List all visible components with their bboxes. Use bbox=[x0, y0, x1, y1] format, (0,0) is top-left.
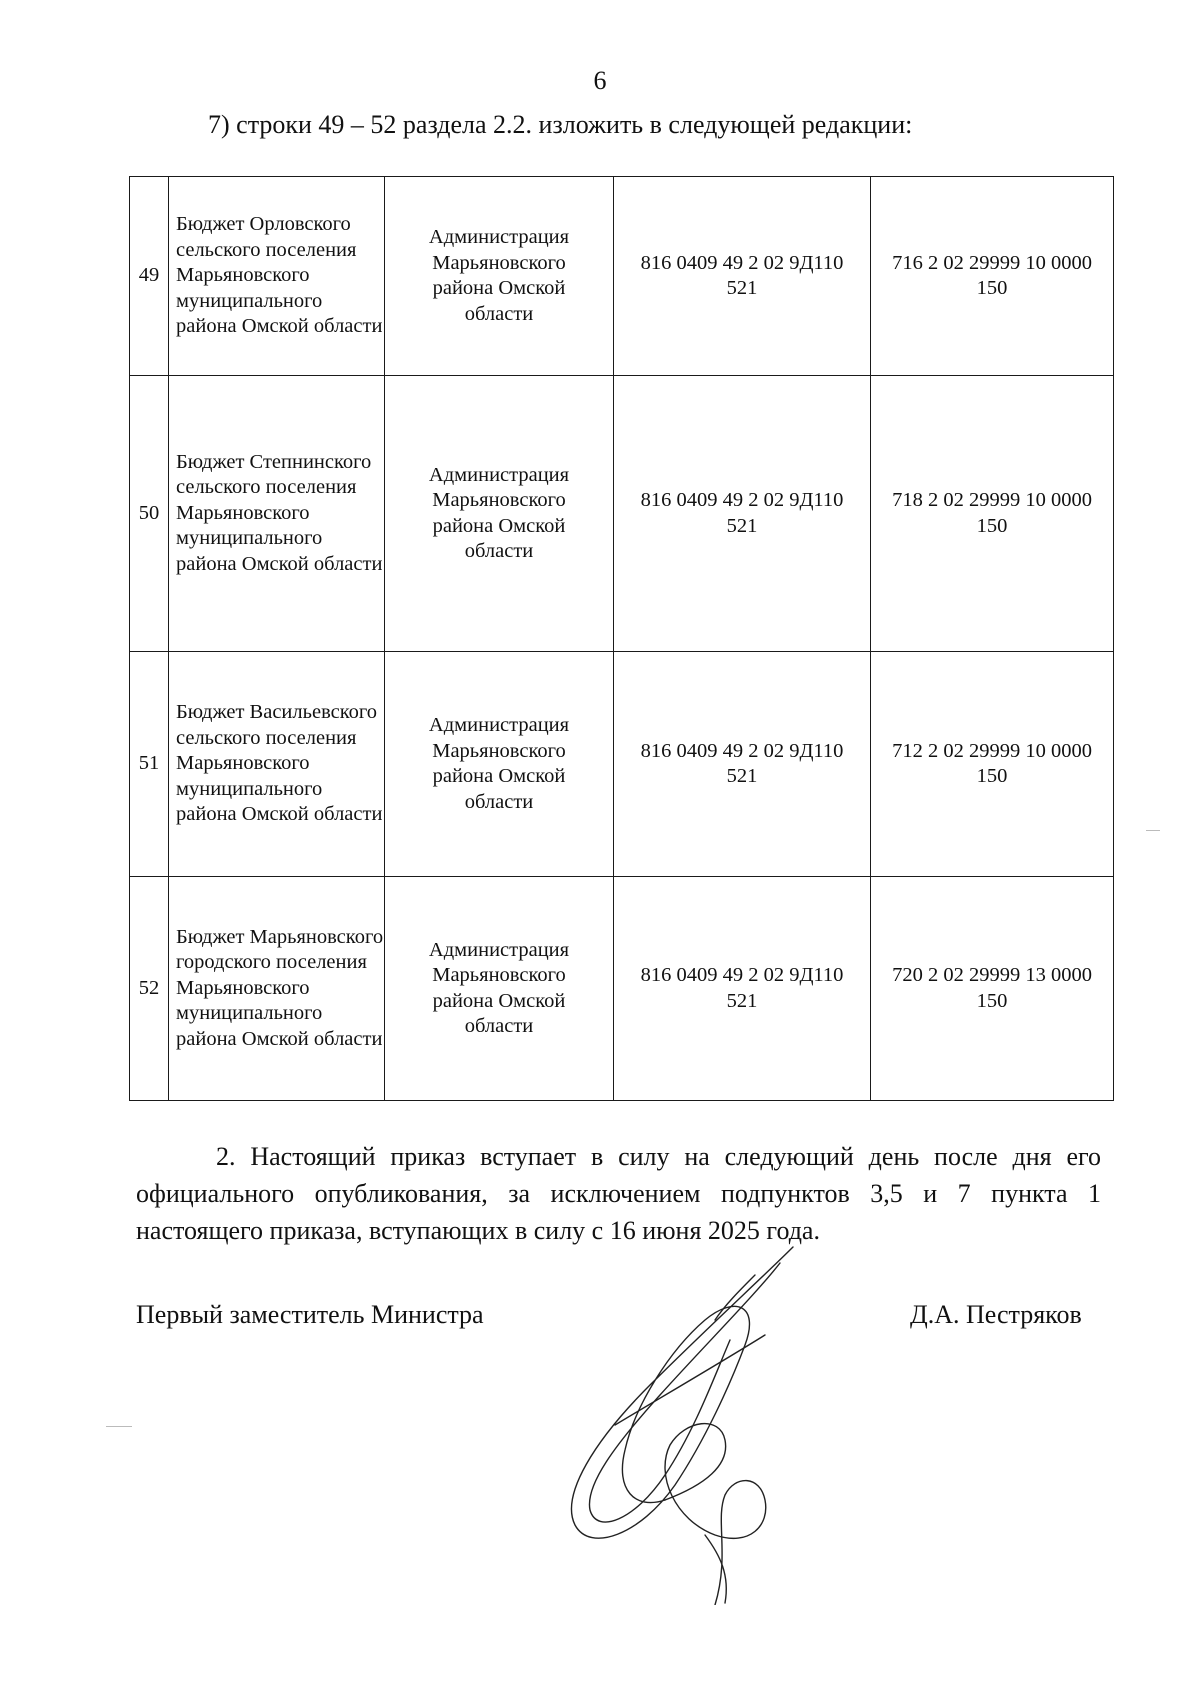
budget-name: Бюджет Васильевского сельского поселения Марьяновского муниципального района Омской области bbox=[176, 701, 383, 826]
revenue-code: 718 2 02 29999 10 0000 150 bbox=[892, 489, 1092, 537]
admin-cell bbox=[385, 177, 614, 376]
revenue-code: 720 2 02 29999 13 0000 150 bbox=[892, 964, 1092, 1012]
amendment-table bbox=[129, 176, 1114, 1101]
table-row bbox=[130, 652, 1114, 877]
code2-cell bbox=[871, 652, 1114, 877]
row-number: 49 bbox=[130, 177, 169, 376]
expense-code: 816 0409 49 2 02 9Д110 521 bbox=[640, 251, 844, 299]
budget-cell bbox=[169, 177, 385, 376]
administrator-name: Администрация Марьяновского района Омской области bbox=[428, 463, 570, 562]
budget-name: Бюджет Марьяновского городского поселения Марьяновского муниципального района Омской области bbox=[176, 925, 384, 1050]
budget-name: Бюджет Орловского сельского поселения Марьяновского муниципального района Омской области bbox=[176, 213, 383, 338]
table-row bbox=[130, 877, 1114, 1101]
admin-cell bbox=[385, 877, 614, 1101]
handwritten-signature bbox=[555, 1235, 845, 1605]
code2-cell bbox=[871, 877, 1114, 1101]
budget-name: Бюджет Степнинского сельского поселения Марьяновского муниципального района Омской области bbox=[176, 450, 383, 575]
budget-cell bbox=[169, 652, 385, 877]
expense-code: 816 0409 49 2 02 9Д110 521 bbox=[640, 964, 844, 1012]
signatory-name: Д.А. Пестряков bbox=[910, 1300, 1082, 1329]
revenue-code: 716 2 02 29999 10 0000 150 bbox=[892, 251, 1092, 299]
administrator-name: Администрация Марьяновского района Омской области bbox=[428, 226, 570, 325]
code1-cell bbox=[614, 376, 871, 652]
code2-cell bbox=[871, 376, 1114, 652]
code1-cell bbox=[614, 877, 871, 1101]
page-number: 6 bbox=[593, 66, 607, 95]
scan-margin-mark bbox=[1146, 830, 1160, 831]
effective-date-paragraph: 2. Настоящий приказ вступает в силу на следующий день после дня его официального опубликования, за исключением подпунктов 3,5 и 7 пункта 1 настоящего приказа, вступающих в силу с 16 июня 2025 года. bbox=[136, 1142, 1101, 1245]
administrator-name: Администрация Марьяновского района Омской области bbox=[428, 714, 570, 813]
table-row bbox=[130, 376, 1114, 652]
administrator-name: Администрация Марьяновского района Омской области bbox=[428, 938, 570, 1037]
amendment-intro: 7) строки 49 – 52 раздела 2.2. изложить в следующей редакции: bbox=[208, 110, 913, 139]
expense-code: 816 0409 49 2 02 9Д110 521 bbox=[640, 489, 844, 537]
table-row bbox=[130, 177, 1114, 376]
row-number: 52 bbox=[130, 877, 169, 1101]
row-number: 50 bbox=[130, 376, 169, 652]
row-number: 51 bbox=[130, 652, 169, 877]
revenue-code: 712 2 02 29999 10 0000 150 bbox=[892, 739, 1092, 787]
signatory-title: Первый заместитель Министра bbox=[136, 1300, 484, 1329]
expense-code: 816 0409 49 2 02 9Д110 521 bbox=[640, 739, 844, 787]
code2-cell bbox=[871, 177, 1114, 376]
admin-cell bbox=[385, 376, 614, 652]
budget-cell bbox=[169, 376, 385, 652]
admin-cell bbox=[385, 652, 614, 877]
budget-cell bbox=[169, 877, 385, 1101]
code1-cell bbox=[614, 652, 871, 877]
scan-margin-mark bbox=[106, 1426, 132, 1427]
code1-cell bbox=[614, 177, 871, 376]
